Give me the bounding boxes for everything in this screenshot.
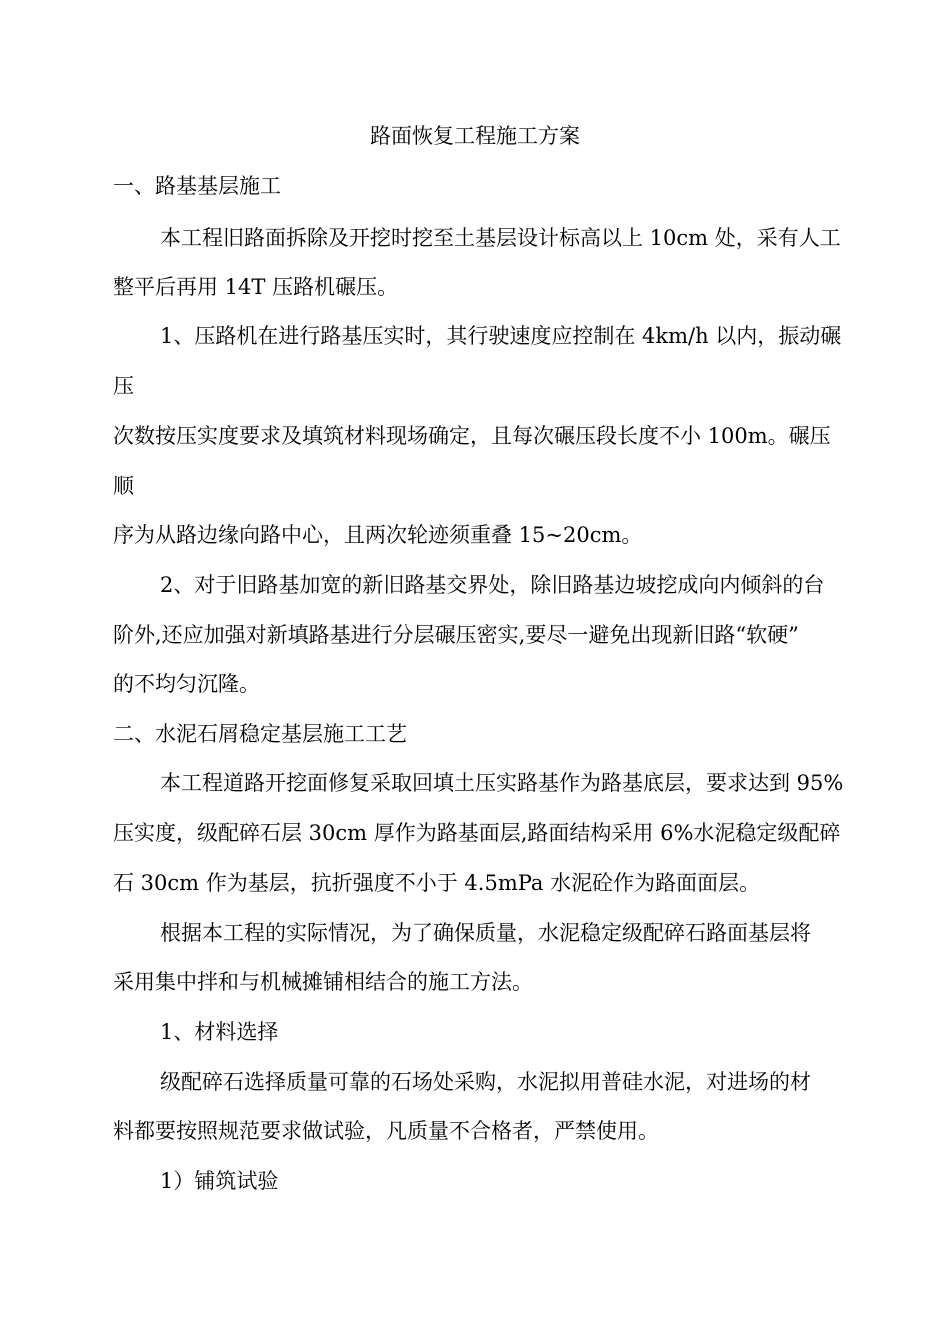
paragraph-line: 本工程道路开挖面修复采取回填土压实路基作为路基底层，要求达到 95% bbox=[160, 771, 844, 795]
paragraph-line: 整平后再用 14T 压路机碾压。 bbox=[113, 275, 399, 299]
paragraph-line: 石 30cm 作为基层，抗折强度不小于 4.5mPa 水泥砼作为路面面层。 bbox=[113, 871, 761, 895]
paragraph-line: 顺 bbox=[113, 474, 134, 498]
section-heading-2: 二、水泥石屑稳定基层施工工艺 bbox=[113, 722, 407, 746]
paragraph-line: 采用集中拌和与机械摊铺相结合的施工方法。 bbox=[113, 970, 533, 994]
paragraph-line: 本工程旧路面拆除及开挖时挖至土基层设计标高以上 10cm 处，采有人工 bbox=[160, 226, 841, 250]
paragraph-line: 序为从路边缘向路中心，且两次轮迹须重叠 15~20cm。 bbox=[113, 523, 643, 547]
paragraph-line: 压 bbox=[113, 374, 134, 398]
section-heading-1: 一、路基基层施工 bbox=[113, 174, 281, 198]
paragraph-line: 阶外,还应加强对新填路基进行分层碾压密实,要尽一避免出现新旧路“软硬” bbox=[113, 623, 799, 647]
paragraph-line: 级配碎石选择质量可靠的石场处采购，水泥拟用普硅水泥，对进场的材 bbox=[160, 1070, 811, 1094]
document-title: 路面恢复工程施工方案 bbox=[370, 124, 580, 148]
paragraph-line: 2、对于旧路基加宽的新旧路基交界处，除旧路基边坡挖成向内倾斜的台 bbox=[160, 573, 825, 597]
paragraph-line: 根据本工程的实际情况，为了确保质量，水泥稳定级配碎石路面基层将 bbox=[160, 921, 811, 945]
paragraph-line: 的不均匀沉隆。 bbox=[113, 672, 260, 696]
subheading: 1）铺筑试验 bbox=[160, 1169, 279, 1193]
paragraph-line: 料都要按照规范要求做试验，凡质量不合格者，严禁使用。 bbox=[113, 1119, 659, 1143]
paragraph-line: 次数按压实度要求及填筑材料现场确定，且每次碾压段长度不小 100m。碾压 bbox=[113, 424, 831, 448]
paragraph-line: 压实度，级配碎石层 30cm 厚作为路基面层,路面结构采用 6%水泥稳定级配碎 bbox=[113, 821, 841, 845]
subheading: 1、材料选择 bbox=[160, 1020, 279, 1044]
paragraph-line: 1、压路机在进行路基压实时，其行驶速度应控制在 4km/h 以内，振动碾 bbox=[160, 324, 842, 348]
